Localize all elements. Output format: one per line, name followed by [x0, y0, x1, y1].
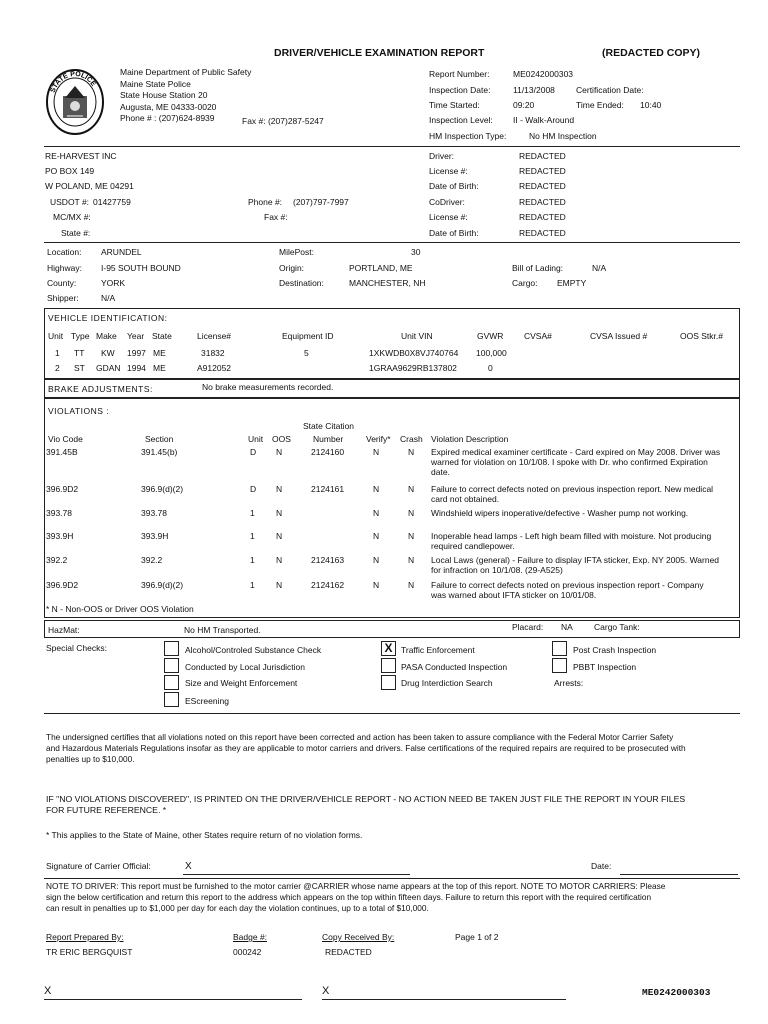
col-make: Make [96, 331, 117, 341]
date-label: Date: [591, 861, 612, 871]
divider [44, 242, 740, 243]
crash-cell: N [408, 531, 415, 541]
county-label: County: [47, 278, 77, 288]
destination-label: Destination: [279, 278, 324, 288]
hm-type-label: HM Inspection Type: [429, 131, 507, 141]
col-unit: Unit [248, 434, 264, 444]
time-ended: 10:40 [640, 100, 662, 110]
placard-label: Placard: [512, 622, 544, 632]
crash-cell: N [408, 555, 415, 565]
col-state: State [152, 331, 172, 341]
section-cell: 392.2 [141, 555, 163, 565]
origin-label: Origin: [279, 263, 305, 273]
report-number-label: Report Number: [429, 69, 490, 79]
unit-cell: D [250, 447, 257, 457]
hazmat-label: HazMat: [48, 625, 80, 635]
alcohol-check-checkbox[interactable] [164, 641, 179, 656]
col-oos: OOS [272, 434, 291, 444]
badge-label: Badge #: [233, 932, 268, 942]
verify-cell: N [373, 447, 380, 457]
cargo-value: EMPTY [557, 278, 587, 288]
inspection-date-label: Inspection Date: [429, 85, 491, 95]
pbbt-checkbox[interactable] [552, 658, 567, 673]
description-cell: Windshield wipers inoperative/defective - Washer pump not working. [431, 508, 689, 518]
preparer-signature-line[interactable] [44, 999, 302, 1000]
section-cell: 393.9H [141, 531, 169, 541]
shipper-value: N/A [101, 293, 116, 303]
prepared-by: TR ERIC BERGQUIST [46, 947, 133, 957]
oos-cell: N [276, 531, 283, 541]
mcmx-label: MC/MX #: [53, 212, 91, 222]
certification-text: The undersigned certifies that all violations noted on this report have been corrected and action has been taken to assure compliance with the Federal Motor Carrier Safety and Hazardous Materials Regulations insofar as they are applicable to motor carriers and drivers. False certifications of the required repairs are required to be prosecuted with penalties up to $10,000. [46, 732, 686, 764]
county-value: YORK [101, 278, 126, 288]
destination-value: MANCHESTER, NH [349, 278, 426, 288]
receiver-signature-x: X [322, 985, 330, 997]
alcohol-check-label: Alcohol/Controled Substance Check [185, 645, 322, 655]
oos-cell: N [276, 447, 283, 457]
highway-value: I-95 SOUTH BOUND [101, 263, 181, 273]
oos-cell: N [276, 580, 283, 590]
copy-received: REDACTED [325, 947, 372, 957]
gvwr-cell: 0 [488, 363, 493, 373]
agency-line3: State House Station 20 [120, 90, 208, 100]
state-number-label: State #: [61, 228, 91, 238]
col-year: Year [127, 331, 145, 341]
type-cell: TT [74, 348, 85, 358]
origin-value: PORTLAND, ME [349, 263, 413, 273]
equipment-cell: 5 [304, 348, 309, 358]
col-section: Section [145, 434, 174, 444]
description-cell: Expired medical examiner certificate - Card expired on May 2008. Driver was warned for violation on 10/1/08. I spoke with Dr. who confirmed Expiration date. [431, 447, 721, 477]
col-verify: Verify* [366, 434, 391, 444]
type-cell: ST [74, 363, 85, 373]
carrier-phone: (207)797-7997 [293, 197, 349, 207]
arrests-label: Arrests: [554, 678, 584, 688]
citation-cell: 2124160 [311, 447, 345, 457]
highway-label: Highway: [47, 263, 82, 273]
shipper-label: Shipper: [47, 293, 79, 303]
code-cell: 392.2 [46, 555, 68, 565]
vehicle-section-title: VEHICLE IDENTIFICATION: [48, 313, 168, 323]
escreening-checkbox[interactable] [164, 692, 179, 707]
location-value: ARUNDEL [101, 247, 142, 257]
col-description: Violation Description [431, 434, 509, 444]
col-crash: Crash [400, 434, 423, 444]
col-cvsa: CVSA# [524, 331, 552, 341]
escreening-label: EScreening [185, 696, 229, 706]
verify-cell: N [373, 508, 380, 518]
citation-cell: 2124162 [311, 580, 345, 590]
post-crash-label: Post Crash Inspection [573, 645, 657, 655]
agency-line1: Maine Department of Public Safety [120, 67, 252, 77]
code-cell: 391.45B [46, 447, 78, 457]
carrier-fax-label: Fax #: [264, 212, 288, 222]
milepost-label: MilePost: [279, 247, 314, 257]
placard-value: NA [561, 622, 573, 632]
crash-cell: N [408, 484, 415, 494]
footer-report-id: ME0242000303 [642, 987, 711, 998]
oos-cell: N [276, 508, 283, 518]
driver-label: Driver: [429, 151, 455, 161]
drug-interdiction-label: Drug Interdiction Search [401, 678, 493, 688]
col-gvwr: GVWR [477, 331, 504, 341]
brake-value: No brake measurements recorded. [202, 382, 334, 392]
local-jurisdiction-label: Conducted by Local Jurisdiction [185, 662, 306, 672]
section-cell: 393.78 [141, 508, 167, 518]
codriver-label: CoDriver: [429, 197, 465, 207]
vin-cell: 1GRAA9629RB137802 [369, 363, 457, 373]
unit-cell: 1 [55, 348, 60, 358]
dob-value: REDACTED [519, 181, 566, 191]
agency-fax: Fax #: (207)287-5247 [242, 116, 324, 126]
code-cell: 393.78 [46, 508, 72, 518]
license2-label: License #: [429, 212, 468, 222]
description-cell: Failure to correct defects noted on previous inspection report. New medical card not obtained. [431, 484, 714, 504]
report-title: DRIVER/VEHICLE EXAMINATION REPORT [274, 47, 485, 59]
citation-cell: 2124163 [311, 555, 345, 565]
crash-cell: N [408, 447, 415, 457]
agency-phone: Phone # : (207)624-8939 [120, 113, 215, 123]
time-started: 09:20 [513, 100, 535, 110]
time-started-label: Time Started: [429, 100, 480, 110]
license-cell: 31832 [201, 348, 225, 358]
violations-title: VIOLATIONS : [48, 406, 110, 416]
verify-cell: N [373, 555, 380, 565]
make-cell: GDAN [96, 363, 121, 373]
col-type: Type [71, 331, 90, 341]
prepared-by-label: Report Prepared By: [46, 932, 124, 942]
col-oos-stkr: OOS Stkr.# [680, 331, 723, 341]
license2-value: REDACTED [519, 212, 566, 222]
usdot-value: 01427759 [93, 197, 131, 207]
oos-cell: N [276, 555, 283, 565]
verify-cell: N [373, 580, 380, 590]
carrier-name: RE-HARVEST INC [45, 151, 117, 161]
signature-label: Signature of Carrier Official: [46, 861, 151, 871]
unit-cell: D [250, 484, 257, 494]
citation-header-bottom: Number [313, 434, 344, 444]
inspection-date: 11/13/2008 [513, 85, 555, 95]
verify-cell: N [373, 484, 380, 494]
col-unit: Unit [48, 331, 64, 341]
citation-header-top: State Citation [303, 421, 355, 431]
divider [44, 713, 740, 714]
usdot-label: USDOT #: [50, 197, 90, 207]
agency-line2: Maine State Police [120, 78, 191, 89]
report-number: ME0242000303 [513, 69, 574, 79]
pasa-label: PASA Conducted Inspection [401, 662, 508, 672]
local-jurisdiction-checkbox[interactable] [164, 658, 179, 673]
make-cell: KW [101, 348, 115, 358]
unit-cell: 1 [250, 508, 255, 518]
divider [44, 146, 740, 147]
time-ended-label: Time Ended: [576, 100, 624, 110]
size-weight-checkbox[interactable] [164, 675, 179, 690]
hm-type: No HM Inspection [529, 131, 597, 141]
divider [44, 878, 740, 879]
oos-cell: N [276, 484, 283, 494]
verify-cell: N [373, 531, 380, 541]
copy-label: (REDACTED COPY) [602, 47, 701, 59]
year-cell: 1994 [127, 363, 146, 373]
license-cell: A912052 [197, 363, 232, 373]
unit-cell: 1 [250, 555, 255, 565]
agency-block [120, 67, 251, 125]
traffic-enforcement-checkbox[interactable]: X [381, 641, 396, 656]
carrier-phone-label: Phone #: [248, 197, 283, 207]
state-cell: ME [153, 363, 166, 373]
special-checks-label: Special Checks: [46, 643, 107, 653]
col-equipment-id: Equipment ID [282, 331, 334, 341]
cargo-label: Cargo: [512, 278, 538, 288]
license-value: REDACTED [519, 166, 566, 176]
signature-line[interactable] [183, 874, 410, 875]
cargo-tank-label: Cargo Tank: [594, 622, 640, 632]
traffic-enforcement-label: Traffic Enforcement [401, 645, 475, 655]
page-number: Page 1 of 2 [455, 932, 499, 942]
gvwr-cell: 100,000 [476, 348, 507, 358]
driver-value: REDACTED [519, 151, 566, 161]
size-weight-label: Size and Weight Enforcement [185, 678, 298, 688]
dob2-value: REDACTED [519, 228, 566, 238]
col-unit-vin: Unit VIN [401, 331, 433, 341]
description-cell: Local Laws (general) - Failure to display IFTA sticker, Exp. NY 2005. Warned for infraction on 10/1/08. (29-A525) [431, 555, 720, 575]
hazmat-value: No HM Transported. [184, 625, 261, 635]
license-label: License #: [429, 166, 468, 176]
svg-text:STATE POLICE: STATE POLICE [49, 70, 97, 94]
inspection-level: II - Walk-Around [513, 115, 575, 125]
carrier-address2: W POLAND, ME 04291 [45, 181, 134, 191]
code-cell: 396.9D2 [46, 484, 79, 494]
unit-cell: 1 [250, 531, 255, 541]
state-cell: ME [153, 348, 166, 358]
year-cell: 1997 [127, 348, 146, 358]
note-to-driver: NOTE TO DRIVER: This report must be furnished to the motor carrier @CARRIER whose name appears at the top of this report. NOTE TO MOTOR CARRIERS: Please sign the below certification and return this report to the address which appears on the top within fifteen days. Failure to return this report with the required certification can result in penalties up to $1,000 per day for each day the violation continues, up to a total of $10,000. [46, 881, 666, 913]
date-line[interactable] [620, 874, 738, 875]
dob2-label: Date of Birth: [429, 228, 479, 238]
post-crash-checkbox[interactable] [552, 641, 567, 656]
bol-value: N/A [592, 263, 607, 273]
dob-label: Date of Birth: [429, 181, 479, 191]
state-note: * This applies to the State of Maine, other States require return of no violation forms. [46, 830, 363, 840]
copy-received-label: Copy Received By: [322, 932, 395, 942]
agency-line4: Augusta, ME 04333-0020 [120, 101, 217, 112]
unit-cell: 1 [250, 580, 255, 590]
inspection-level-label: Inspection Level: [429, 115, 493, 125]
badge-number: 000242 [233, 947, 262, 957]
codriver-value: REDACTED [519, 197, 566, 207]
code-cell: 393.9H [46, 531, 74, 541]
location-label: Location: [47, 247, 82, 257]
section-cell: 396.9(d)(2) [141, 580, 184, 590]
vin-cell: 1XKWDB0X8VJ740764 [369, 348, 459, 358]
description-cell: Inoperable head lamps - Left high beam filled with moisture. Not producing required candlepower. [431, 531, 712, 551]
unit-cell: 2 [55, 363, 60, 373]
crash-cell: N [408, 580, 415, 590]
col-cvsa-issued: CVSA Issued # [590, 331, 648, 341]
violations-footnote: * N - Non-OOS or Driver OOS Violation [46, 604, 194, 614]
brake-label: BRAKE ADJUSTMENTS: [48, 384, 153, 394]
section-cell: 396.9(d)(2) [141, 484, 184, 494]
state-police-seal-icon [45, 68, 105, 136]
code-cell: 396.9D2 [46, 580, 79, 590]
certification-date-label: Certification Date: [576, 85, 644, 95]
drug-interdiction-checkbox[interactable] [381, 675, 396, 690]
bol-label: Bill of Lading: [512, 263, 564, 273]
no-violations-notice: IF "NO VIOLATIONS DISCOVERED", IS PRINTED ON THE DRIVER/VEHICLE REPORT - NO ACTION NEED BE TAKEN JUST FILE THE REPORT IN YOUR FILES FOR FUTURE REFERENCE. * [46, 794, 686, 815]
pasa-checkbox[interactable] [381, 658, 396, 673]
section-cell: 391.45(b) [141, 447, 178, 457]
signature-x: X [185, 861, 192, 872]
citation-cell: 2124161 [311, 484, 345, 494]
carrier-address1: PO BOX 149 [45, 166, 95, 176]
col-license: License# [197, 331, 232, 341]
col-vio-code: Vio Code [48, 434, 83, 444]
receiver-signature-line[interactable] [322, 999, 566, 1000]
crash-cell: N [408, 508, 415, 518]
description-cell: Failure to correct defects noted on previous inspection report - Company was warned about IFTA sticker on 10/01/08. [431, 580, 704, 600]
preparer-signature-x: X [44, 985, 52, 997]
pbbt-label: PBBT Inspection [573, 662, 637, 672]
milepost-value: 30 [411, 247, 421, 257]
